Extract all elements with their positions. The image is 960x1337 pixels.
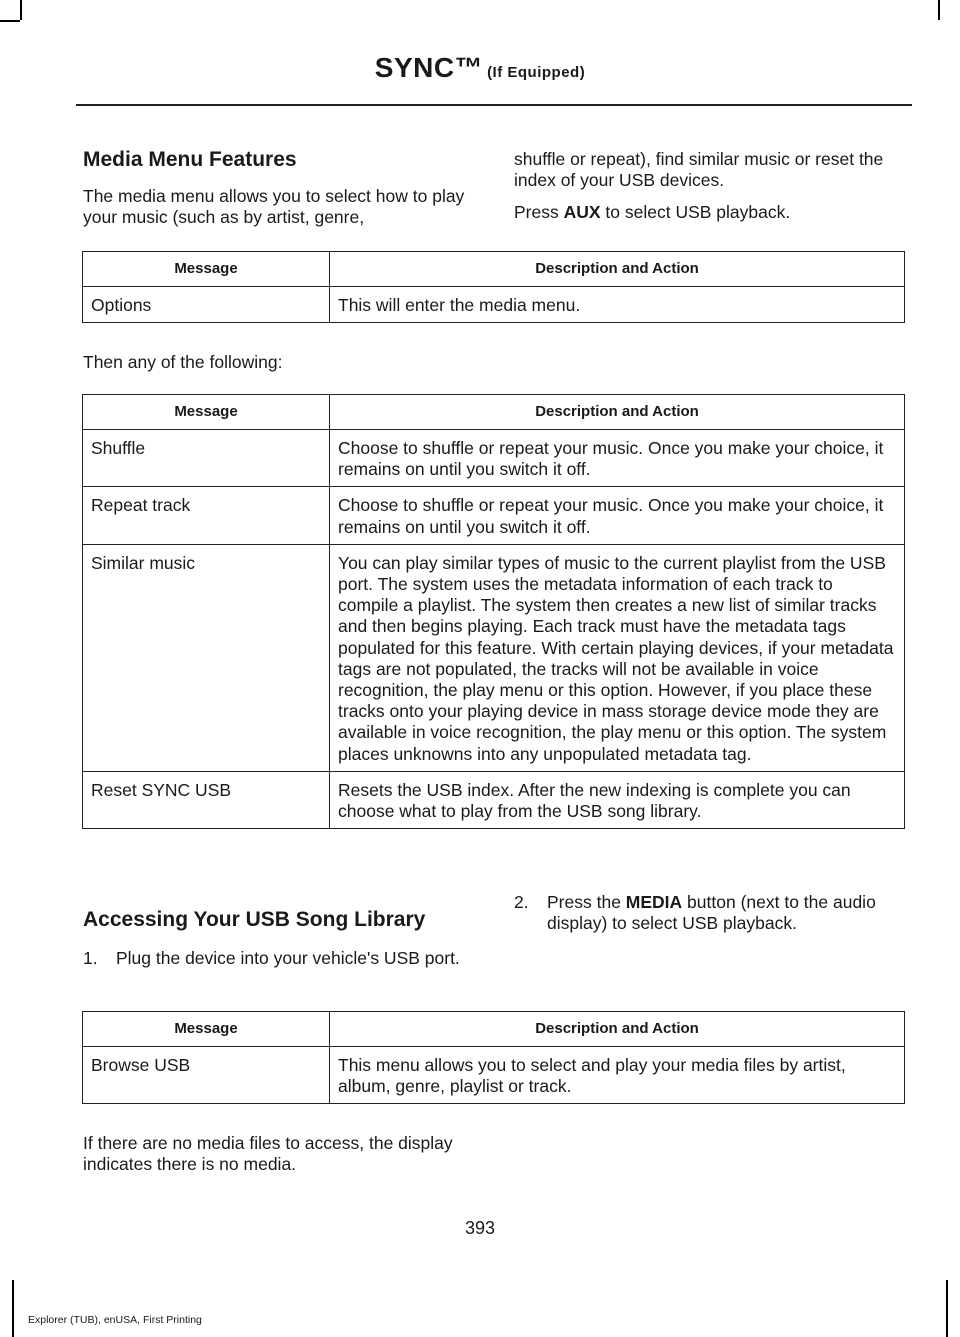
column-header-message: Message xyxy=(83,395,330,430)
message-cell: Options xyxy=(83,287,330,323)
table-row xyxy=(83,771,905,828)
section-media-menu-right xyxy=(514,149,914,223)
crop-mark xyxy=(938,0,940,20)
table-header-row xyxy=(83,1012,905,1047)
message-cell: Repeat track xyxy=(83,487,330,544)
column-header-message: Message xyxy=(83,1012,330,1047)
description-cell: Choose to shuffle or repeat your music. Once you make your choice, it remains on until you switch it off. xyxy=(330,487,905,544)
table-header-row xyxy=(83,252,905,287)
page-number: 393 xyxy=(464,1218,496,1238)
crop-mark xyxy=(0,20,20,22)
list-item xyxy=(83,948,483,969)
description-cell: You can play similar types of music to the current playlist from the USB port. The system uses the metadata information of each track to compile a playlist. The system then creates a new list of similar tracks and then begins playing. Each track must have the metadata tags populated for this feature. With certain playing devices, if your metadata tags are not populated, the tracks will not be available in voice recognition, the play menu or this option. However, if you place these tracks onto your playing device in mass storage device mode they are available in voice recognition, the play menu or this option. The system places unknowns into any unpopulated metadata tag. xyxy=(330,544,905,771)
table-row xyxy=(83,1047,905,1104)
message-cell: Shuffle xyxy=(83,430,330,487)
page-header xyxy=(0,52,960,84)
table-row xyxy=(83,487,905,544)
description-cell: This menu allows you to select and play your media files by artist, album, genre, playlist or track. xyxy=(330,1047,905,1104)
message-cell: Similar music xyxy=(83,544,330,771)
column-header-description: Description and Action xyxy=(330,1012,905,1047)
crop-mark xyxy=(946,1280,948,1337)
closing-paragraph: If there are no media files to access, the display indicates there is no media. xyxy=(83,1133,453,1174)
media-options-table xyxy=(82,394,905,829)
intro-paragraph: The media menu allows you to select how to play your music (such as by artist, genre, xyxy=(83,186,465,227)
table-header-row xyxy=(83,395,905,430)
media-key: MEDIA xyxy=(625,892,683,912)
crop-mark xyxy=(20,0,22,20)
table-row xyxy=(83,287,905,323)
press-suffix: to select USB playback. xyxy=(600,202,791,222)
header-subtitle: (If Equipped) xyxy=(487,64,586,81)
section-media-menu-left xyxy=(83,148,483,228)
column-header-message: Message xyxy=(83,252,330,287)
description-cell: This will enter the media menu. xyxy=(330,287,905,323)
step-number: 1. xyxy=(83,948,98,968)
column-header-description: Description and Action xyxy=(330,252,905,287)
step-prefix: Press the xyxy=(547,892,626,912)
description-cell: Choose to shuffle or repeat your music. Once you make your choice, it remains on until you switch it off. xyxy=(330,430,905,487)
header-divider xyxy=(76,104,912,106)
section-usb-library-left xyxy=(83,908,483,969)
step-text: Plug the device into your vehicle's USB port. xyxy=(116,948,460,968)
list-item xyxy=(514,892,914,934)
message-cell: Reset SYNC USB xyxy=(83,771,330,828)
step-number: 2. xyxy=(514,892,529,912)
section-heading: Accessing Your USB Song Library xyxy=(83,908,426,931)
table-row xyxy=(83,544,905,771)
message-cell: Browse USB xyxy=(83,1047,330,1104)
crop-mark xyxy=(12,1280,14,1337)
step-suffix: button (next to the audio display) to select USB playback. xyxy=(547,892,876,933)
browse-usb-table xyxy=(82,1011,905,1104)
press-prefix: Press xyxy=(514,202,564,222)
section-usb-library-right xyxy=(514,892,914,934)
options-table xyxy=(82,251,905,323)
then-text: Then any of the following: xyxy=(83,352,283,372)
description-cell: Resets the USB index. After the new indexing is complete you can choose what to play from the USB song library. xyxy=(330,771,905,828)
footer-text: Explorer (TUB), enUSA, First Printing xyxy=(28,1314,202,1326)
section-heading: Media Menu Features xyxy=(83,148,297,171)
intro-paragraph-continued: shuffle or repeat), find similar music or reset the index of your USB devices. xyxy=(514,149,884,190)
aux-key: AUX xyxy=(563,202,601,222)
column-header-description: Description and Action xyxy=(330,395,905,430)
press-aux-paragraph xyxy=(514,202,914,223)
header-title: SYNC™ xyxy=(374,52,484,83)
table-row xyxy=(83,430,905,487)
